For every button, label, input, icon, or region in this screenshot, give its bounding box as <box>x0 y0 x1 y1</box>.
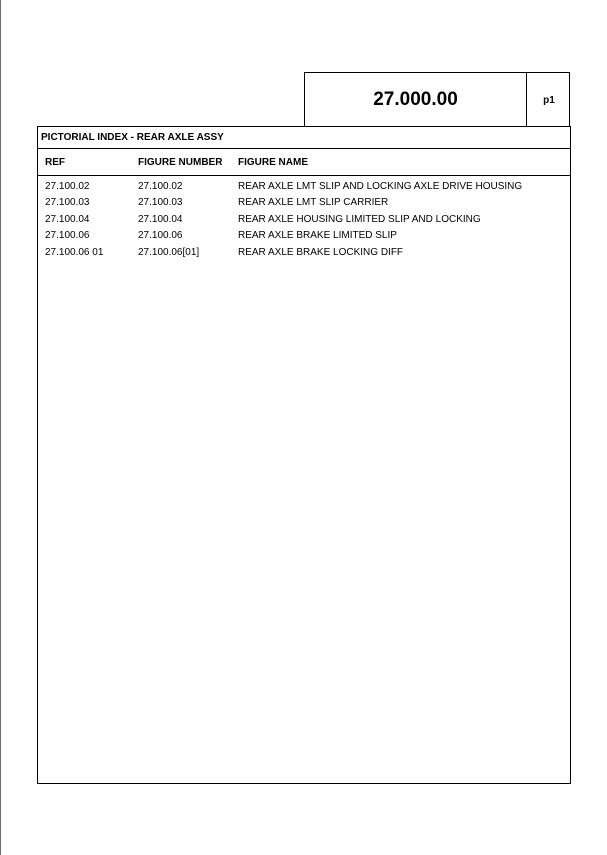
page-left-border <box>0 0 1 855</box>
cell-figure-name: REAR AXLE BRAKE LOCKING DIFF <box>238 246 404 258</box>
cell-ref: 27.100.06 <box>45 230 90 242</box>
column-header-ref: REF <box>45 157 65 168</box>
table-header-row <box>38 149 570 176</box>
cell-figure-number: 27.100.03 <box>138 197 183 209</box>
cell-ref: 27.100.06 01 <box>45 246 104 258</box>
cell-ref: 27.100.04 <box>45 213 90 225</box>
cell-ref: 27.100.03 <box>45 197 90 209</box>
document-number: 27.000.00 <box>305 73 527 127</box>
table-row[interactable] <box>38 181 570 197</box>
cell-figure-number: 27.100.06[01] <box>138 246 200 258</box>
table-row[interactable] <box>38 247 570 263</box>
cell-figure-name: REAR AXLE LMT SLIP AND LOCKING AXLE DRIVE HOUSING <box>238 181 523 192</box>
column-header-figure-name: FIGURE NAME <box>238 157 308 168</box>
pictorial-index-table <box>37 126 571 784</box>
table-row[interactable] <box>38 230 570 246</box>
cell-figure-number: 27.100.06 <box>138 230 183 242</box>
cell-figure-number: 27.100.04 <box>138 213 183 225</box>
table-row[interactable] <box>38 197 570 213</box>
cell-ref: 27.100.02 <box>45 181 90 192</box>
page-number: p1 <box>543 94 555 106</box>
cell-figure-name: REAR AXLE HOUSING LIMITED SLIP AND LOCKING <box>238 213 481 225</box>
cell-figure-name: REAR AXLE BRAKE LIMITED SLIP <box>238 230 397 242</box>
cell-figure-name: REAR AXLE LMT SLIP CARRIER <box>238 197 389 209</box>
table-row[interactable] <box>38 214 570 230</box>
document-header-box <box>304 72 570 126</box>
column-header-figure-number: FIGURE NUMBER <box>138 157 223 168</box>
table-body <box>38 176 570 263</box>
index-title: PICTORIAL INDEX - REAR AXLE ASSY <box>38 127 570 149</box>
cell-figure-number: 27.100.02 <box>138 181 183 192</box>
